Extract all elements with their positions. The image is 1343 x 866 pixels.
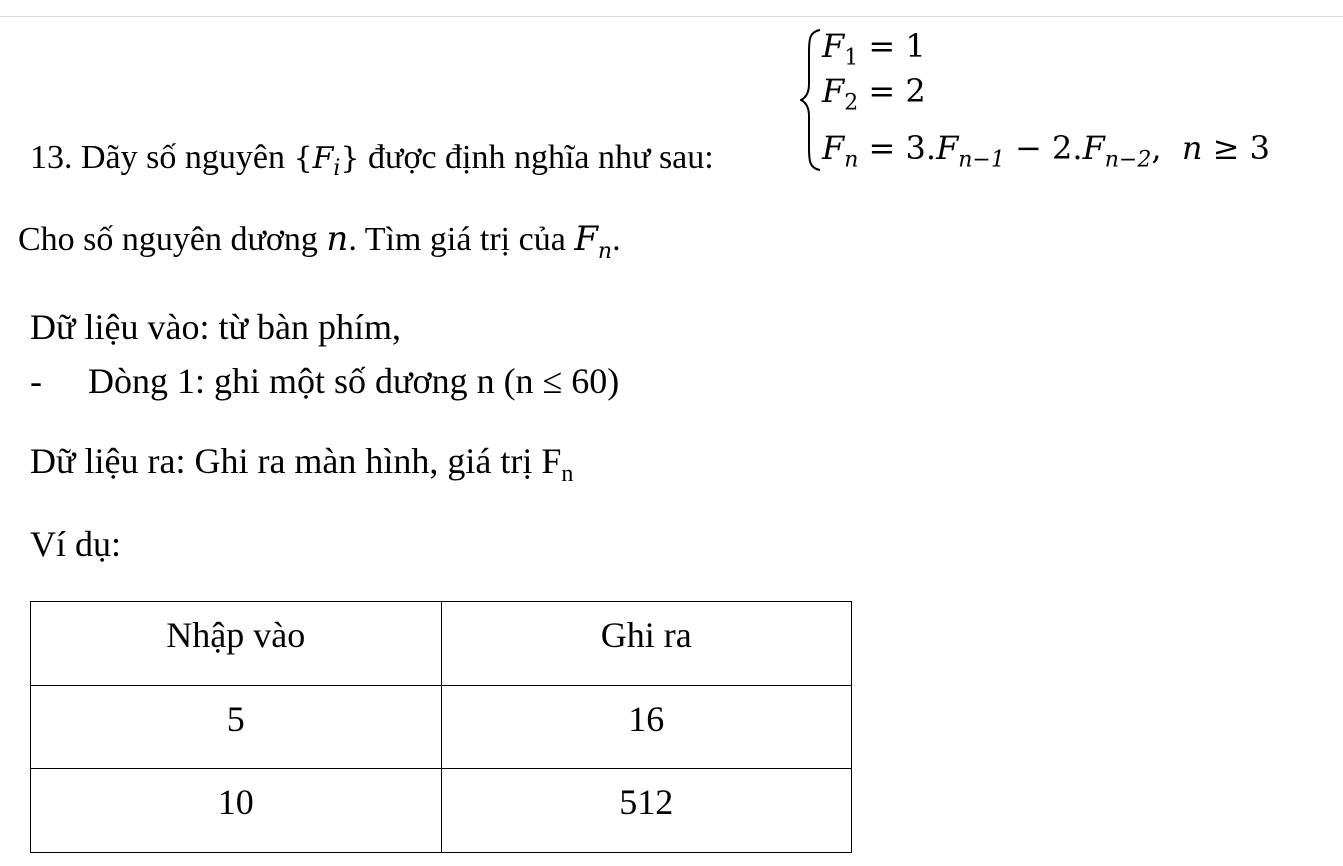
input-line-1: Dòng 1: ghi một số dương n (n ≤ 60)	[88, 361, 620, 401]
top-divider	[0, 16, 1343, 17]
input-title: Dữ liệu vào: từ bàn phím,	[30, 307, 401, 347]
example-table	[30, 601, 852, 853]
example-title: Ví dụ:	[30, 524, 122, 564]
equation-1: $F_1 = 1$	[822, 27, 926, 71]
equation-3: $F_n = 3.F_{n-1} - 2.F_{n-2}$, n ≥ 3	[822, 129, 1271, 173]
table-row	[31, 769, 852, 853]
given-line: Cho số nguyên dương n. Tìm giá trị của $F_n$.	[18, 219, 621, 264]
problem-intro: 13. Dãy số nguyên	[30, 139, 285, 176]
header-output: Ghi ra	[441, 602, 852, 686]
output-line: Dữ liệu ra: Ghi ra màn hình, giá trị $F_n$	[30, 441, 574, 488]
set-notation: $\{F_i\}$	[293, 141, 360, 181]
cell-input: 5	[31, 685, 442, 769]
input-dash: -	[30, 361, 42, 401]
left-brace	[800, 28, 822, 172]
cell-input: 10	[31, 769, 442, 853]
header-input: Nhập vào	[31, 602, 442, 686]
cell-output: 16	[441, 685, 852, 769]
given-n: n	[326, 219, 349, 259]
given-fn: $F_n$	[574, 219, 613, 264]
equation-2: $F_2 = 2$	[822, 72, 926, 116]
cell-output: 512	[441, 769, 852, 853]
problem-defined-text: được định nghĩa như sau:	[368, 139, 714, 176]
table-row	[31, 685, 852, 769]
table-header-row	[31, 602, 852, 686]
problem-line	[30, 141, 714, 180]
